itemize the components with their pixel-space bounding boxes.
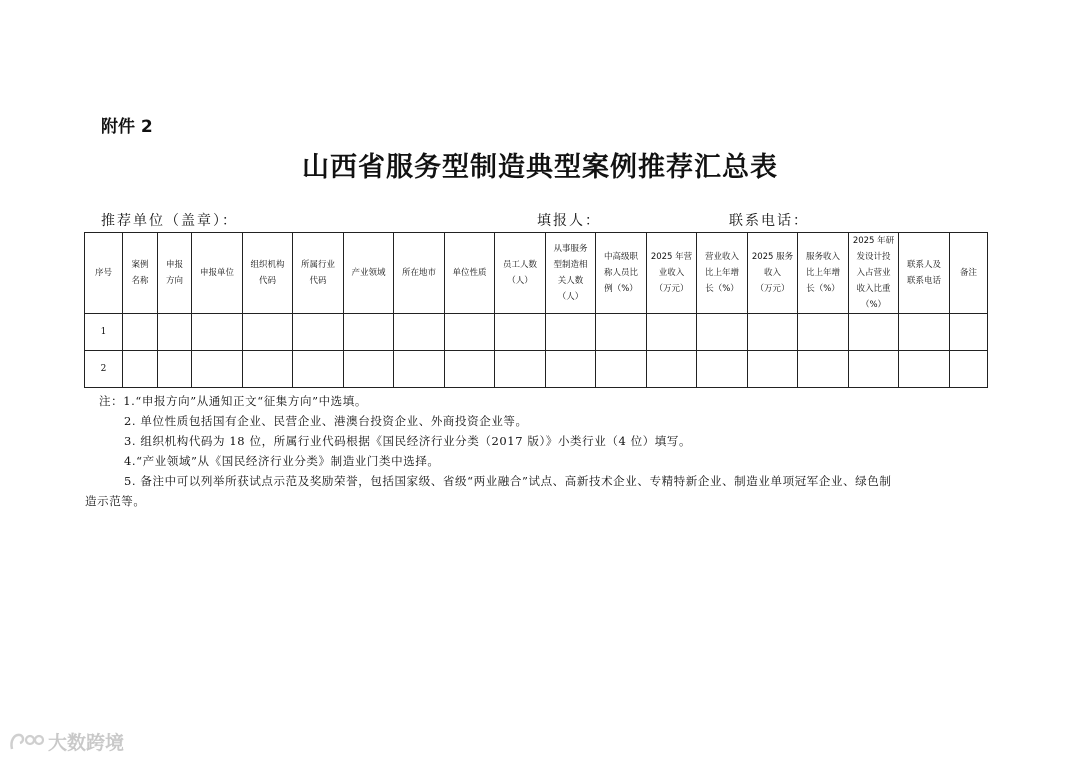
- table-cell[interactable]: [192, 314, 243, 351]
- table-cell[interactable]: [697, 351, 748, 388]
- column-header: 所在地市: [394, 233, 445, 314]
- table-cell[interactable]: [748, 314, 798, 351]
- contact-phone-label: 联系电话：: [729, 213, 809, 229]
- table-cell[interactable]: [243, 314, 293, 351]
- table-cell[interactable]: [495, 314, 546, 351]
- table-cell[interactable]: [849, 314, 899, 351]
- column-header: 2025 年研 发设计投 入占营业 收入比重 （%）: [849, 233, 899, 314]
- column-header: 组织机构 代码: [243, 233, 293, 314]
- watermark-text: 大数跨境: [48, 732, 125, 754]
- recommending-unit-label: 推荐单位（盖章）：: [101, 213, 238, 229]
- table-cell[interactable]: [344, 351, 394, 388]
- table-cell[interactable]: [950, 351, 988, 388]
- column-header: 2025 年营 业收入 （万元）: [647, 233, 697, 314]
- note-line: 造示范等。: [85, 494, 146, 508]
- table-cell[interactable]: [798, 314, 849, 351]
- notes-section: [85, 391, 979, 511]
- column-header: 营业收入 比上年增 长（%）: [697, 233, 748, 314]
- table-row: [85, 314, 988, 351]
- table-cell[interactable]: [647, 351, 697, 388]
- table-cell[interactable]: [123, 351, 158, 388]
- note-line: 4.“产业领域”从《国民经济行业分类》制造业门类中选择。: [124, 454, 440, 468]
- summary-table: [84, 232, 988, 388]
- column-header: 员工人数 （人）: [495, 233, 546, 314]
- document-title: 山西省服务型制造典型案例推荐汇总表: [302, 152, 778, 183]
- column-header: 中高级职 称人员比 例（%）: [596, 233, 647, 314]
- column-header: 案例 名称: [123, 233, 158, 314]
- column-header: 单位性质: [445, 233, 495, 314]
- filler-label: 填报人：: [537, 213, 601, 229]
- column-header: 备注: [950, 233, 988, 314]
- table-cell[interactable]: [899, 351, 950, 388]
- table-cell[interactable]: [596, 351, 647, 388]
- attachment-label: 附件 2: [101, 117, 153, 137]
- table-cell[interactable]: [798, 351, 849, 388]
- column-header: 产业领域: [344, 233, 394, 314]
- row-number-cell: 1: [85, 314, 123, 351]
- column-header: 2025 服务 收入 （万元）: [748, 233, 798, 314]
- note-line: 5. 备注中可以列举所获试点示范及奖励荣誉，包括国家级、省级“两业融合”试点、高新技术企业、专精特新企业、制造业单项冠军企业、绿色制: [124, 474, 892, 488]
- table-cell[interactable]: [596, 314, 647, 351]
- table-cell[interactable]: [899, 314, 950, 351]
- table-row: [85, 351, 988, 388]
- column-header: 申报单位: [192, 233, 243, 314]
- column-header: 序号: [85, 233, 123, 314]
- note-line: 3. 组织机构代码为 18 位，所属行业代码根据《国民经济行业分类（2017 版）》小类行业（4 位）填写。: [124, 434, 692, 448]
- table-cell[interactable]: [293, 314, 344, 351]
- table-header-row: [85, 233, 988, 314]
- table-cell[interactable]: [546, 314, 596, 351]
- table-cell[interactable]: [849, 351, 899, 388]
- table-cell[interactable]: [445, 314, 495, 351]
- table-body: [85, 314, 988, 388]
- table-cell[interactable]: [394, 351, 445, 388]
- table-cell[interactable]: [697, 314, 748, 351]
- column-header: 申报 方向: [158, 233, 192, 314]
- table-cell[interactable]: [158, 314, 192, 351]
- table-cell[interactable]: [243, 351, 293, 388]
- table-cell[interactable]: [647, 314, 697, 351]
- table-cell[interactable]: [158, 351, 192, 388]
- column-header: 所属行业 代码: [293, 233, 344, 314]
- table-cell[interactable]: [344, 314, 394, 351]
- table-cell[interactable]: [192, 351, 243, 388]
- table-cell[interactable]: [748, 351, 798, 388]
- table-cell[interactable]: [445, 351, 495, 388]
- table-cell[interactable]: [546, 351, 596, 388]
- table-cell[interactable]: [123, 314, 158, 351]
- column-header: 联系人及 联系电话: [899, 233, 950, 314]
- watermark-icon: [8, 729, 44, 755]
- row-number-cell: 2: [85, 351, 123, 388]
- note-line: 2. 单位性质包括国有企业、民营企业、港澳台投资企业、外商投资企业等。: [124, 414, 528, 428]
- note-line: 注：1.“申报方向”从通知正文“征集方向”中选填。: [99, 394, 367, 408]
- table-cell[interactable]: [293, 351, 344, 388]
- table-cell[interactable]: [950, 314, 988, 351]
- watermark-logo: [8, 728, 124, 755]
- column-header: 服务收入 比上年增 长（%）: [798, 233, 849, 314]
- column-header: 从事服务 型制造相 关人数 （人）: [546, 233, 596, 314]
- table-cell[interactable]: [495, 351, 546, 388]
- table-cell[interactable]: [394, 314, 445, 351]
